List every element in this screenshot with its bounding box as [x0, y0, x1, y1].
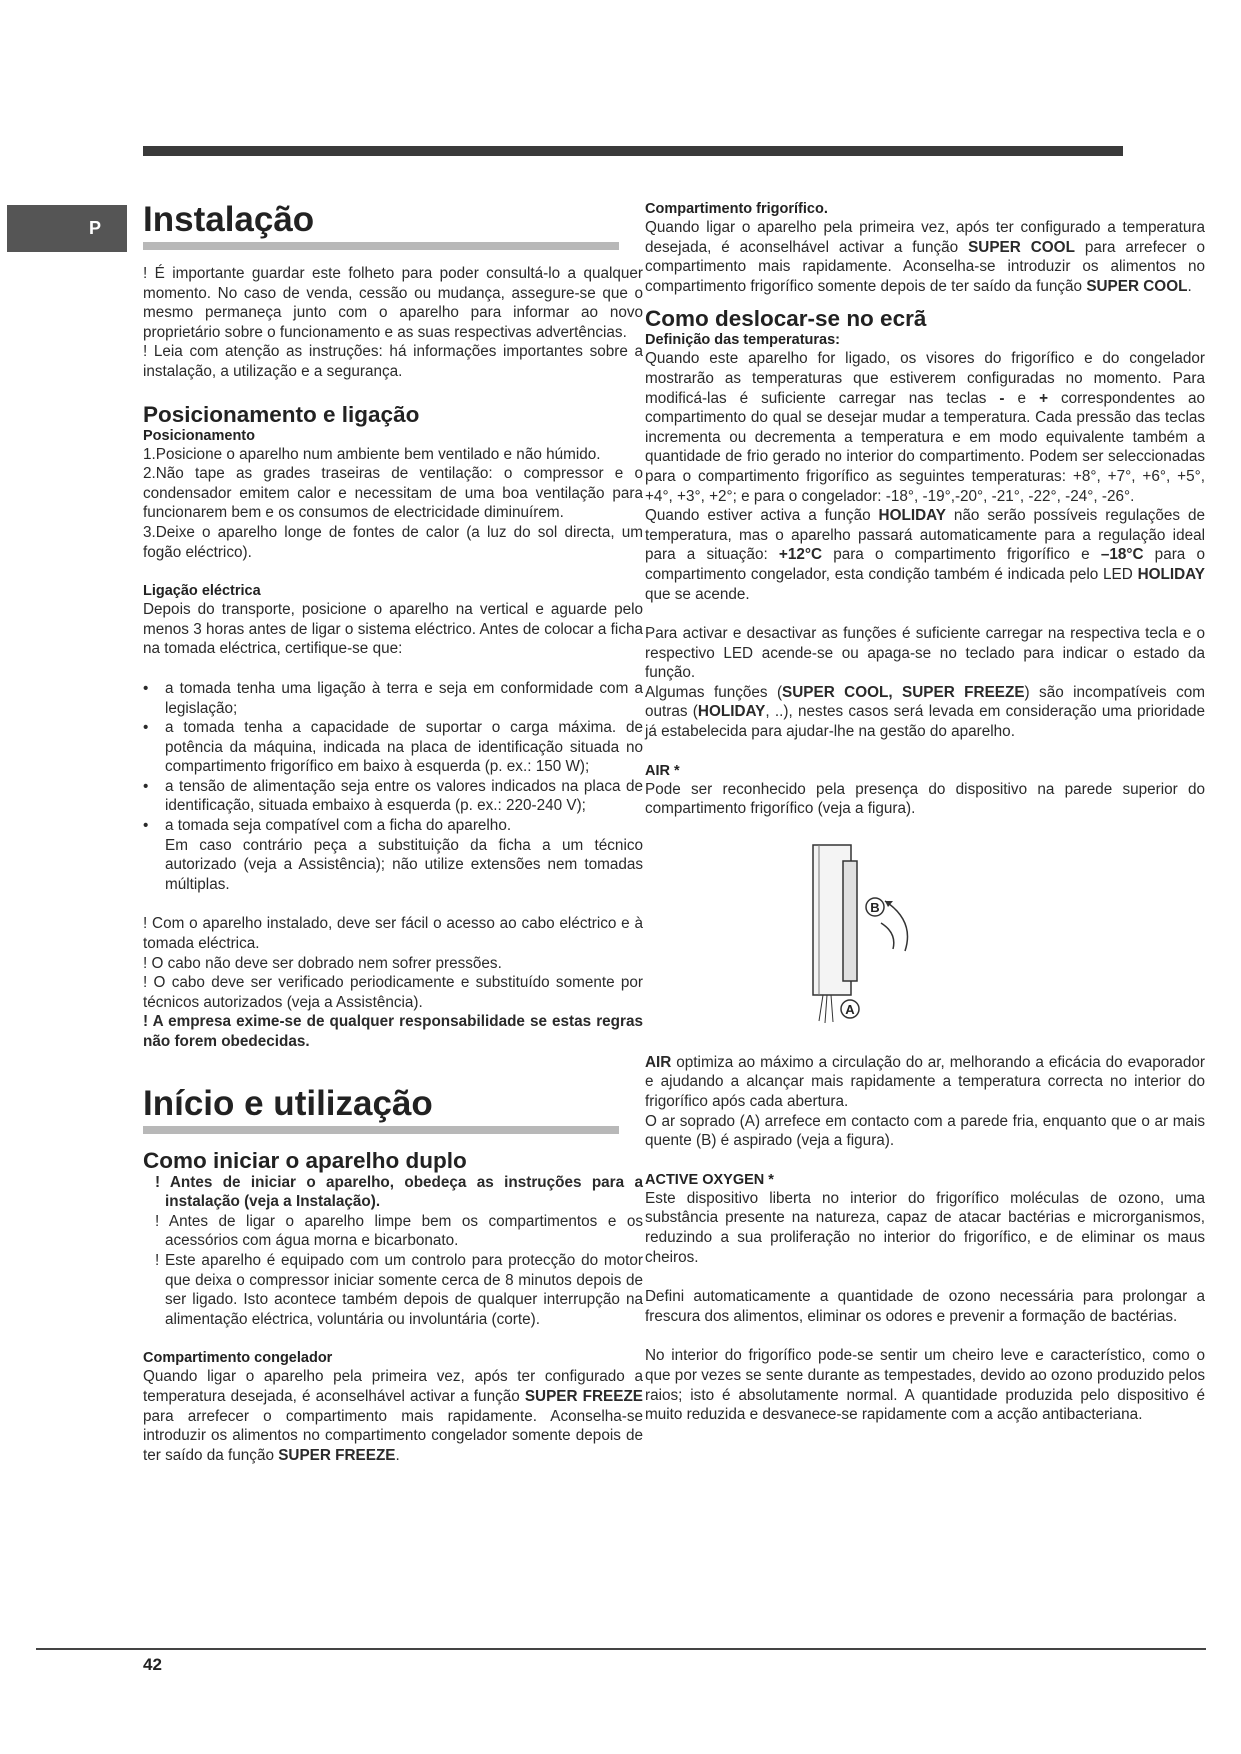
airflow-arrow-b2	[881, 923, 894, 949]
list-item: • a tomada seja compatível com a ficha do aparelho.	[143, 816, 643, 836]
fridge-subheading: Compartimento frigorífico.	[645, 201, 828, 217]
oxygen-paragraph: Defini automaticamente a quantidade de ozono necessária para prolongar a frescura dos alimentos, eliminar os odores e prevenir a formação de bactérias.	[645, 1288, 1205, 1325]
list-item: • a tensão de alimentação seja entre os valores indicados na placa de identificação, situada embaixo à esquerda (p. ex.: 220-240 V);	[143, 777, 643, 816]
positioning-item: 3.Deixe o aparelho longe de fontes de calor (a luz do sol directa, um fogão eléctrico).	[143, 523, 643, 561]
cable-line	[819, 995, 823, 1021]
air-paragraph: Pode ser reconhecido pela presença do dispositivo na parede superior do compartimento frigorífico (veja a figura).	[645, 780, 1205, 818]
right-column	[645, 200, 1205, 1425]
freezer-paragraph: Quando ligar o aparelho pela primeira vez, após ter configurado a temperatura desejada, é aconselhável activar a função SUPER FREEZE para arrefecer o compartimento mais rapidamente. Aconselha-se introduzir os alimentos no compartimento congelador somente depois de ter saído da função SUPER FREEZE.	[143, 1368, 644, 1464]
oxygen-paragraph: Este dispositivo liberta no interior do frigorífico moléculas de ozono, uma substância presente na natureza, capaz de atacar bactérias e microrganismos, reduzindo a sua proliferação no interior do frigorífico, e de eliminar os maus cheiros.	[645, 1189, 1205, 1266]
air-flow-paragraph: O ar soprado (A) arrefece em contacto com a parede fria, enquanto que o ar mais quente (B) é aspirado (veja a figura).	[645, 1112, 1205, 1150]
positioning-heading: Posicionamento e ligação	[143, 401, 420, 427]
start-title: Início e utilização	[143, 1084, 619, 1134]
start-heading: Como iniciar o aparelho duplo	[143, 1147, 467, 1173]
page-number: 42	[143, 1655, 162, 1674]
label-b: B	[870, 899, 880, 915]
language-tab	[7, 205, 127, 252]
label-a: A	[845, 1001, 855, 1017]
language-tab-label: P	[88, 218, 101, 238]
start-note: ! Este aparelho é equipado com um controlo para protecção do motor que deixa o compressor iniciar somente cerca de 8 minutos depois de ser ligado. Isto acontece também depois de qualquer interrupção na alimentação eléctrica, voluntária ou involuntária (corte).	[155, 1251, 643, 1328]
positioning-item: 1.Posicione o aparelho num ambiente bem ventilado e não húmido.	[143, 445, 601, 463]
functions-paragraph: Para activar e desactivar as funções é suficiente carregar na respectiva tecla e o respectivo LED acende-se ou apaga-se no teclado para indicar o estado da função.	[645, 625, 1205, 682]
electrical-list	[143, 679, 643, 836]
temperature-paragraph: Quando este aparelho for ligado, os visores do frigorífico e do congelador mostrarão as temperaturas que estiverem configuradas no momento. Para modificá-las é suficiente carregar nas teclas - e + correspondentes ao compartimento do qual se desejar mudar a temperatura. Cada pressão das teclas incrementa ou decrementa a temperatura e em modo equivalente também a quantidade de frio gerado no interior do compartimento. Podem ser seleccionadas para o compartimento frigorífico as seguintes temperaturas: +8°, +7°, +6°, +5°, +4°, +3°, +2°; e para o congelador: -18°, -19°,-20°, -21°, -22°, -24°, -26°.	[645, 350, 1206, 505]
air-device-figure	[805, 841, 935, 1031]
warning-note: ! O cabo não deve ser dobrado nem sofrer pressões.	[143, 954, 502, 972]
install-title: Instalação	[143, 200, 619, 250]
air-subheading: AIR *	[645, 762, 680, 779]
screen-heading: Como deslocar-se no ecrã	[645, 306, 927, 332]
install-note: ! É importante guardar este folheto para poder consultá-lo a qualquer momento. No caso de venda, cessão ou mudança, assegure-se que o mesmo permaneça junto com o aparelho para informar ao novo proprietário sobre o funcionamento e as suas respectivas advertências.	[143, 265, 643, 341]
start-note: ! Antes de ligar o aparelho limpe bem os compartimentos e os acessórios com água morna e bicarbonato.	[155, 1212, 643, 1250]
cable-line	[831, 995, 833, 1022]
list-item: • a tomada tenha a capacidade de suportar o carga máxima. de potência da máquina, indicada na placa de identificação situada no compartimento frigorífico em baixo à esquerda (p. ex.: 150 W);	[143, 718, 643, 777]
start-bold-note: ! Antes de iniciar o aparelho, obedeça as instruções para a instalação (veja a Instalação).	[155, 1173, 643, 1211]
left-column	[143, 200, 643, 1465]
bottom-rule	[36, 1648, 1206, 1650]
cable-line	[825, 995, 827, 1023]
freezer-subheading: Compartimento congelador	[143, 1350, 333, 1367]
temperature-subheading: Definição das temperaturas:	[645, 332, 841, 349]
warning-bold: ! A empresa exime-se de qualquer responsabilidade se estas regras não forem obedecidas.	[143, 1013, 643, 1050]
electrical-intro: Depois do transporte, posicione o aparelho na vertical e aguarde pelo menos 3 horas antes de ligar o sistema eléctrico. Antes de colocar a ficha na tomada eléctrica, certifique-se que:	[143, 601, 643, 658]
top-rule	[143, 146, 1123, 156]
list-item: • a tomada tenha uma ligação à terra e seja em conformidade com a legislação;	[143, 679, 643, 718]
warning-note: ! O cabo deve ser verificado periodicamente e substituído somente por técnicos autorizados (veja a Assistência).	[143, 974, 643, 1011]
airflow-arrow-b	[885, 901, 908, 951]
warning-note: ! Com o aparelho instalado, deve ser fácil o acesso ao cabo eléctrico e à tomada eléctrica.	[143, 915, 643, 953]
positioning-item: 2.Não tape as grades traseiras de ventilação: o compressor e o condensador emitem calor e necessitam de uma boa ventilação para funcionarem bem e os consumos de electricidade diminuírem.	[143, 465, 643, 522]
oxygen-paragraph: No interior do frigorífico pode-se sentir um cheiro leve e característico, como o que por vezes se sente durante as tempestades, devido ao ozono produzido pelos raios; isto é absolutamente normal. A quantidade produzida pelo dispositivo é muito reduzida e desvanece-se rapidamente com a acção antibacteriana.	[645, 1347, 1205, 1424]
electrical-subheading: Ligação eléctrica	[143, 583, 261, 600]
air-device-body	[843, 861, 857, 981]
holiday-paragraph: Quando estiver activa a função HOLIDAY não serão possíveis regulações de temperatura, mas o aparelho passará automaticamente para a regulação ideal para a situação: +12°C para o compartimento frigorífico e –18°C para o compartimento congelador, esta condição também é indicada pelo LED HOLIDAY que se acende.	[645, 507, 1206, 603]
positioning-subheading: Posicionamento	[143, 427, 255, 444]
electrical-after: Em caso contrário peça a substituição da ficha a um técnico autorizado (veja a Assistência); não utilize extensões nem tomadas múltiplas.	[165, 836, 643, 893]
air-effect-paragraph: AIR optimiza ao máximo a circulação do ar, melhorando a eficácia do evaporador e ajudando a alcançar mais rapidamente a temperatura correcta no interior do frigorífico após cada abertura.	[645, 1053, 1205, 1111]
install-note: ! Leia com atenção as instruções: há informações importantes sobre a instalação, a utilização e a segurança.	[143, 343, 643, 380]
functions-compat-paragraph: Algumas funções (SUPER COOL, SUPER FREEZE) são incompatíveis com outras (HOLIDAY, ..), nestes casos será levada em consideração uma prioridade já estabelecida para ajudar-lhe na gestão do aparelho.	[645, 683, 1205, 741]
fridge-paragraph: Quando ligar o aparelho pela primeira vez, após ter configurado a temperatura desejada, é aconselhável activar a função SUPER COOL para arrefecer o compartimento mais rapidamente. Aconselha-se introduzir os alimentos no compartimento frigorífico somente depois de ter saído da função SUPER COOL.	[645, 219, 1205, 295]
oxygen-subheading: ACTIVE OXYGEN *	[645, 1171, 774, 1188]
